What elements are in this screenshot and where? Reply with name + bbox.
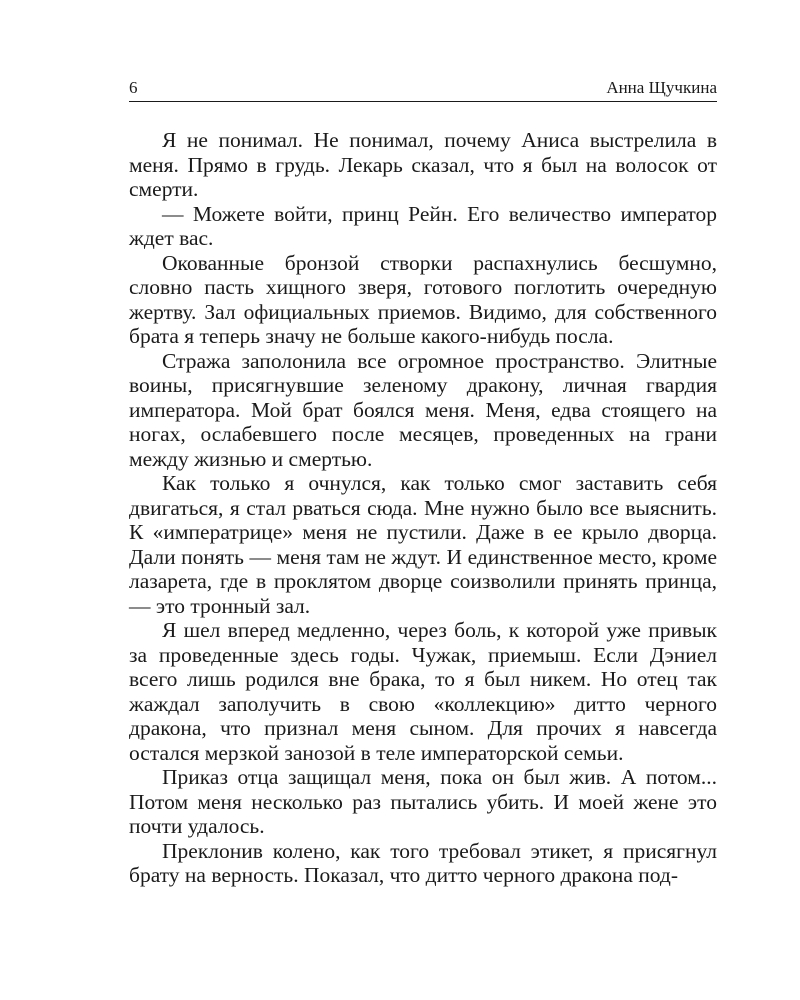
paragraph: Окованные бронзой створки распахнулись бесшумно, словно пасть хищного зверя, готового поглотить очередную жертву. Зал официальных приемов. Видимо, для собственного брата я теперь значу не больше какого-нибудь посла. xyxy=(129,250,717,348)
page-number: 6 xyxy=(129,78,138,97)
running-header xyxy=(129,78,717,100)
paragraph: Я не понимал. Не понимал, почему Аниса выстрелила в меня. Прямо в грудь. Лекарь сказал, что я был на волосок от смерти. xyxy=(129,128,717,201)
page-body xyxy=(129,128,717,888)
paragraph: Приказ отца защищал меня, пока он был жив. А потом... Потом меня несколько раз пытались убить. И моей жене это почти удалось. xyxy=(129,765,717,838)
paragraph: Преклонив колено, как того требовал этикет, я присягнул брату на верность. Показал, что дитто черного дракона под- xyxy=(129,838,717,887)
running-title-author: Анна Щучкина xyxy=(606,78,717,97)
paragraph: Стража заполонила все огромное пространство. Элитные воины, присягнувшие зеленому дракону, личная гвардия императора. Мой брат боялся меня. Меня, едва стоящего на ногах, ослабевшего после месяцев, проведенных на грани между жизнью и смертью. xyxy=(129,348,717,471)
paragraph: Я шел вперед медленно, через боль, к которой уже привык за проведенные здесь годы. Чужак, приемыш. Если Дэниел всего лишь родился вне брака, то я был никем. Но отец так жаждал заполучить в свою «коллекцию» дитто черного дракона, что признал меня сыном. Для прочих я навсегда остался мерзкой занозой в теле императорской семьи. xyxy=(129,618,717,765)
paragraph: Как только я очнулся, как только смог заставить себя двигаться, я стал рваться сюда. Мне нужно было все выяснить. К «императрице» меня не пустили. Даже в ее крыло дворца. Дали понять — меня там не ждут. И единственное место, кроме лазарета, где в проклятом дворце соизволили принять принца, — это тронный зал. xyxy=(129,471,717,618)
paragraph: — Можете войти, принц Рейн. Его величество император ждет вас. xyxy=(129,201,717,250)
header-divider xyxy=(129,101,717,102)
